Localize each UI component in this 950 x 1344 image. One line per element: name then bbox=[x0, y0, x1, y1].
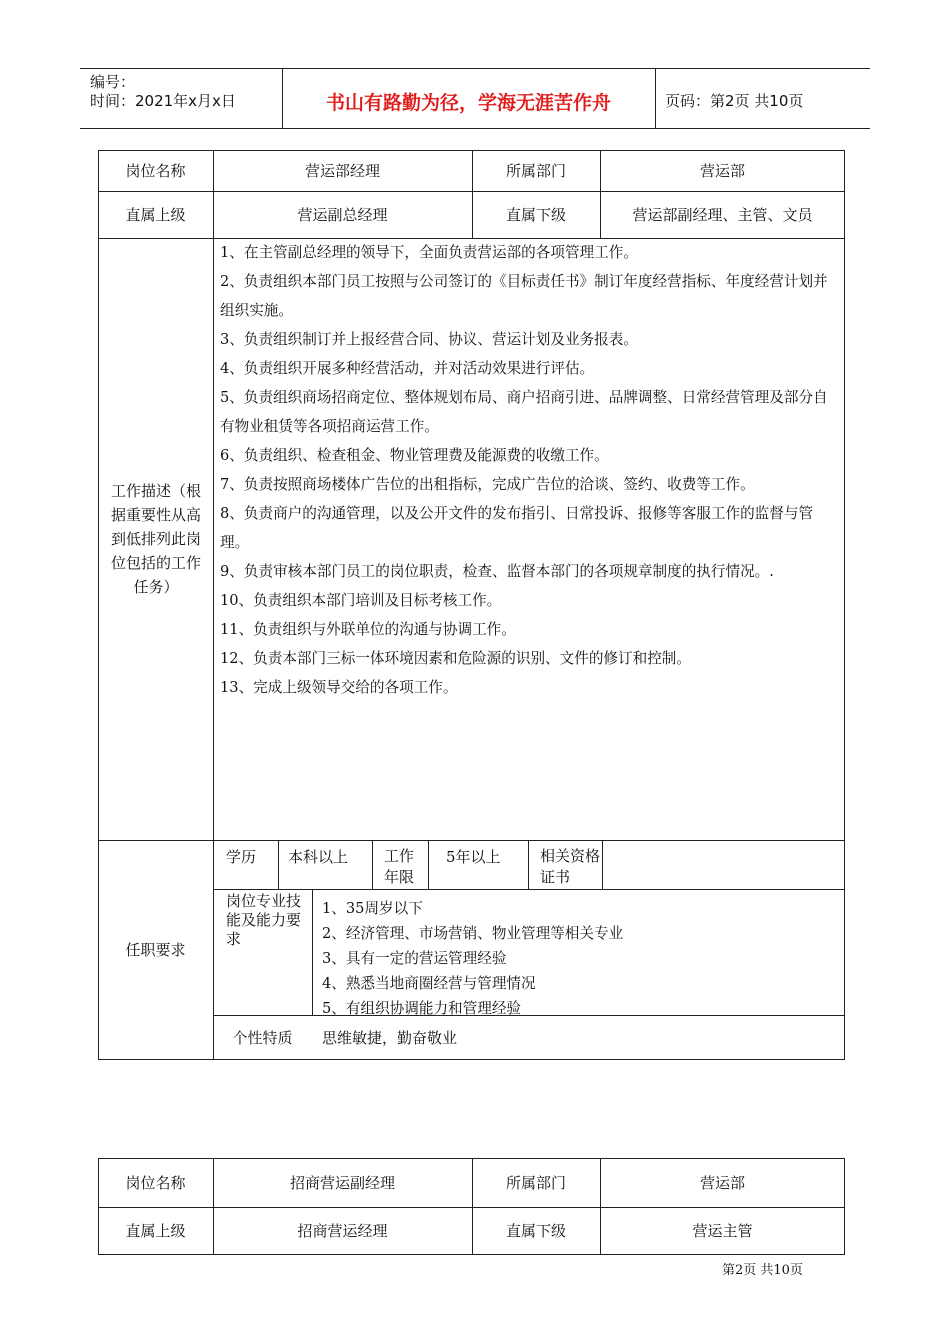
header-bottom-rule bbox=[80, 128, 870, 129]
work-description-label: 工作描述（根据重要性从高到低排列此岗位包括的工作任务） bbox=[110, 482, 201, 596]
table-border bbox=[528, 840, 529, 890]
duty-item: 9、负责审核本部门员工的岗位职责，检查、监督本部门的各项规章制度的执行情况。. bbox=[220, 563, 774, 580]
personality-label: 个性特质 bbox=[232, 1028, 293, 1047]
education-value: 本科以上 bbox=[288, 848, 349, 866]
table-border bbox=[372, 840, 373, 890]
duty-item: 12、负责本部门三标一体环境因素和危险源的识别、文件的修订和控制。 bbox=[220, 650, 691, 667]
subordinate-value: 营运主管 bbox=[692, 1222, 753, 1240]
superior-value: 营运副总经理 bbox=[297, 206, 388, 224]
post-name-label: 岗位名称 bbox=[125, 1174, 186, 1192]
table-border bbox=[428, 840, 429, 890]
table-border bbox=[844, 150, 845, 1060]
footer-page-number: 第2页 共10页 bbox=[722, 1263, 803, 1278]
duty-item: 7、负责按照商场楼体广告位的出租指标，完成广告位的洽谈、签约、收费等工作。 bbox=[220, 476, 755, 493]
document-number-label: 编号： bbox=[90, 73, 136, 91]
post-name-value: 招商营运副经理 bbox=[289, 1174, 395, 1192]
requirements-label: 任职要求 bbox=[125, 941, 186, 959]
superior-label: 直属上级 bbox=[125, 206, 186, 224]
personality-value: 思维敏捷，勤奋敬业 bbox=[322, 1028, 458, 1047]
document-date-label: 时间：2021年x月x日 bbox=[90, 92, 236, 110]
subordinate-value: 营运部副经理、主管、文员 bbox=[632, 206, 813, 224]
certificate-value bbox=[610, 846, 840, 886]
header-top-rule bbox=[80, 68, 870, 69]
work-years-value: 5年以上 bbox=[446, 848, 501, 866]
post-name-label: 岗位名称 bbox=[125, 162, 186, 180]
header-page-number: 页码：第2页 共10页 bbox=[665, 92, 804, 110]
skill-item: 2、经济管理、市场营销、物业管理等相关专业 bbox=[322, 925, 624, 942]
duty-item: 5、负责组织商场招商定位、整体规划布局、商户招商引进、品牌调整、日常经营管理及部分自有物业租赁等各项招商运营工作。 bbox=[220, 389, 828, 435]
subordinate-label: 直属下级 bbox=[505, 1222, 566, 1240]
header-divider bbox=[655, 68, 656, 129]
duty-item: 11、负责组织与外联单位的沟通与协调工作。 bbox=[220, 621, 516, 638]
skill-item: 5、有组织协调能力和管理经验 bbox=[322, 1000, 522, 1017]
department-label: 所属部门 bbox=[505, 162, 566, 180]
skill-item: 3、具有一定的营运管理经验 bbox=[322, 950, 507, 967]
duty-item: 2、负责组织本部门员工按照与公司签订的《目标责任书》制订年度经营指标、年度经营计划并组织实施。 bbox=[220, 273, 828, 319]
header-motto: 书山有路勤为径，学海无涯苦作舟 bbox=[325, 92, 611, 114]
table-border bbox=[213, 889, 845, 890]
duty-list bbox=[220, 238, 842, 702]
department-value: 营运部 bbox=[699, 162, 745, 180]
duty-item: 10、负责组织本部门培训及目标考核工作。 bbox=[220, 592, 502, 609]
skill-item: 1、35周岁以下 bbox=[322, 900, 423, 917]
education-label: 学历 bbox=[226, 848, 257, 866]
subordinate-label: 直属下级 bbox=[505, 206, 566, 224]
work-years-label: 工作年限 bbox=[384, 847, 415, 886]
duty-item: 3、负责组织制订并上报经营合同、协议、营运计划及业务报表。 bbox=[220, 331, 638, 348]
department-label: 所属部门 bbox=[505, 1174, 566, 1192]
table-border bbox=[312, 889, 313, 1016]
duty-item: 8、负责商户的沟通管理，以及公开文件的发布指引、日常投诉、报修等客服工作的监督与管理。 bbox=[220, 505, 814, 551]
table-border bbox=[213, 150, 214, 1060]
duty-item: 1、在主管副总经理的领导下，全面负责营运部的各项管理工作。 bbox=[220, 244, 638, 261]
certificate-label: 相关资格证书 bbox=[540, 847, 601, 886]
duty-item: 6、负责组织、检查租金、物业管理费及能源费的收缴工作。 bbox=[220, 447, 609, 464]
post-name-value: 营运部经理 bbox=[304, 162, 380, 180]
table-border bbox=[278, 840, 279, 890]
skill-item: 4、熟悉当地商圈经营与管理情况 bbox=[322, 975, 536, 992]
table-border bbox=[98, 1059, 845, 1060]
superior-value: 招商营运经理 bbox=[297, 1222, 388, 1240]
duty-item: 13、完成上级领导交给的各项工作。 bbox=[220, 679, 458, 696]
duty-item: 4、负责组织开展多种经营活动，并对活动效果进行评估。 bbox=[220, 360, 595, 377]
skills-list bbox=[322, 896, 842, 1021]
skills-label: 岗位专业技能及能力要求 bbox=[226, 892, 302, 948]
table-border bbox=[602, 840, 603, 890]
superior-label: 直属上级 bbox=[125, 1222, 186, 1240]
department-value: 营运部 bbox=[699, 1174, 745, 1192]
